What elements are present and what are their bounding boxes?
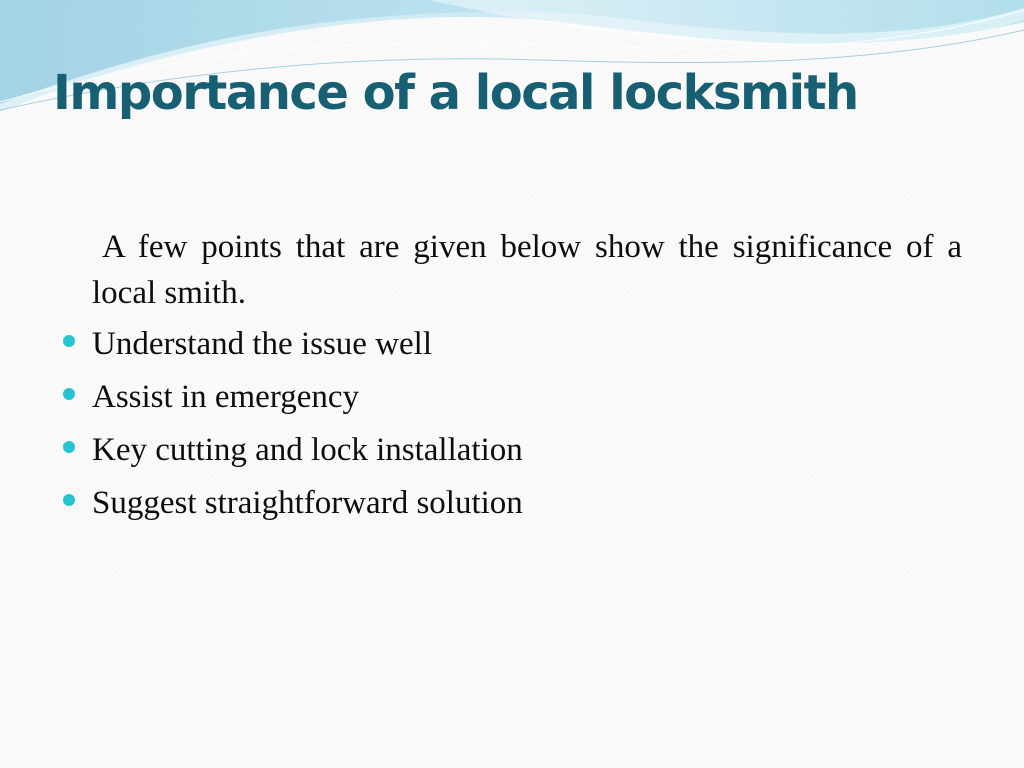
list-item — [60, 371, 523, 424]
list-item — [60, 318, 523, 371]
bullet-text: Assist in emergency — [92, 379, 360, 415]
bullet-dot-icon — [63, 335, 75, 347]
bullet-list — [60, 318, 523, 530]
list-item — [60, 477, 523, 530]
slide-title: Importance of a local locksmith — [53, 65, 858, 121]
bullet-text: Understand the issue well — [92, 326, 433, 362]
wave-highlight — [430, 0, 1024, 46]
list-item — [60, 424, 523, 477]
bullet-dot-icon — [63, 494, 75, 506]
bullet-text: Key cutting and lock installation — [92, 432, 523, 468]
bullet-dot-icon — [63, 441, 75, 453]
bullet-dot-icon — [63, 388, 75, 400]
intro-paragraph: A few points that are given below show the significance of a local smith. — [92, 229, 962, 311]
bullet-text: Suggest straightforward solution — [92, 485, 523, 521]
